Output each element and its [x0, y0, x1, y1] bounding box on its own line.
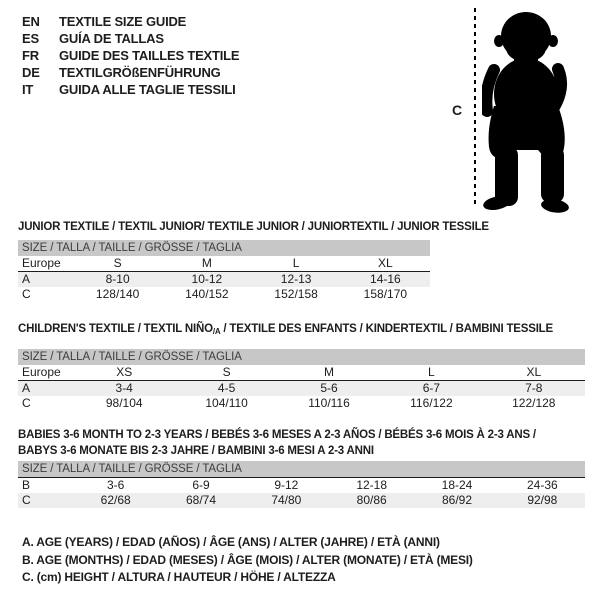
figure-height-label: C [452, 102, 463, 118]
table-cell: 3-4 [115, 381, 133, 395]
table-cell: 6-7 [422, 381, 441, 395]
table-row-c [18, 493, 585, 508]
table-cell: 6-9 [192, 478, 210, 492]
lang-label: TEXTILGRÖßENFÜHRUNG [59, 65, 221, 80]
table-cell: A [22, 381, 31, 395]
table-cell: 24-36 [526, 478, 558, 492]
table-cell: Europe [22, 256, 61, 270]
footnote-a: A. AGE (YEARS) / EDAD (AÑOS) / ÂGE (ANS) / ALTER (JAHRE) / ETÀ (ANNI) [22, 535, 440, 549]
children-title-post: / TEXTILE DES ENFANTS / KINDERTEXTIL / BAMBINI TESSILE [220, 323, 553, 335]
babies-table-title-line2: BABYS 3-6 MONATE BIS 2-3 JAHRE / BAMBINI 3-6 MESI A 2-3 ANNI [18, 445, 374, 457]
children-title-pre: CHILDREN'S TEXTILE / TEXTIL NIÑO [18, 323, 213, 335]
table-cell: C [22, 493, 31, 507]
table-cell: 3-6 [106, 478, 125, 492]
table-cell: S [113, 256, 122, 270]
size-header-bar: SIZE / TALLA / TAILLE / GRÖSSE / TAGLIA [18, 461, 585, 478]
lang-row-de [22, 64, 239, 81]
size-header-bar: SIZE / TALLA / TAILLE / GRÖSSE / TAGLIA [18, 240, 430, 256]
table-cell: B [22, 478, 31, 492]
table-cell: 152/158 [274, 287, 318, 301]
table-cell: 92/98 [527, 493, 558, 507]
table-row-c [18, 396, 585, 411]
table-cell: 98/104 [105, 396, 143, 410]
table-cell: S [222, 365, 231, 379]
table-cell: 12-13 [280, 272, 312, 286]
language-title-block [22, 13, 239, 98]
babies-table-title-line1: BABIES 3-6 MONTH TO 2-3 YEARS / BEBÉS 3-6 MESES A 2-3 AÑOS / BÉBÉS 3-6 MOIS À 2-3 ANS / [18, 429, 536, 441]
table-cell: 80/86 [356, 493, 387, 507]
table-cell: 68/74 [185, 493, 216, 507]
table-cell: 12-18 [356, 478, 388, 492]
table-row-c [18, 287, 430, 302]
lang-label: GUIDE DES TAILLES TEXTILE [59, 48, 240, 63]
table-cell: C [22, 287, 31, 301]
lang-label: GUÍA DE TALLAS [59, 31, 164, 46]
table-cell: 5-6 [320, 381, 338, 395]
table-cell: 18-24 [441, 478, 473, 492]
lang-row-it [22, 81, 239, 98]
table-cell: L [292, 256, 300, 270]
table-cell: 158/170 [363, 287, 408, 301]
table-cell: 7-8 [525, 381, 543, 395]
table-cell: XL [526, 365, 542, 379]
footnote-b: B. AGE (MONTHS) / EDAD (MESES) / ÂGE (MOIS) / ALTER (MONATE) / ETÀ (MESI) [22, 552, 473, 567]
table-row-europe [18, 365, 585, 381]
table-cell: 8-10 [105, 272, 130, 286]
lang-code: ES [22, 31, 39, 46]
junior-table-title: JUNIOR TEXTILE / TEXTIL JUNIOR/ TEXTILE JUNIOR / JUNIORTEXTIL / JUNIOR TESSILE [18, 221, 489, 233]
table-row-a [18, 272, 430, 287]
lang-code: EN [22, 14, 40, 29]
size-header-bar: SIZE / TALLA / TAILLE / GRÖSSE / TAGLIA [18, 349, 585, 365]
table-cell: 62/68 [100, 493, 131, 507]
baby-silhouette-image [482, 8, 597, 220]
lang-code: DE [22, 65, 40, 80]
table-cell: 104/110 [205, 396, 248, 410]
table-cell: 128/140 [95, 287, 140, 301]
table-cell: Europe [22, 365, 61, 379]
table-cell: 4-5 [217, 381, 236, 395]
table-cell: 9-12 [274, 478, 299, 492]
table-row-europe [18, 256, 430, 272]
table-cell: 14-16 [370, 272, 401, 286]
table-cell: M [323, 365, 334, 379]
table-cell: XL [378, 256, 393, 270]
table-cell: 110/116 [308, 396, 350, 410]
table-row-a [18, 381, 585, 396]
table-cell: L [428, 365, 435, 379]
table-cell: XS [116, 365, 133, 379]
lang-row-es [22, 30, 239, 47]
babies-size-table [18, 427, 585, 508]
table-cell: 10-12 [191, 272, 223, 286]
table-cell: 140/152 [185, 287, 229, 301]
lang-row-en [22, 13, 239, 30]
junior-size-table [18, 219, 489, 302]
table-cell: M [201, 256, 212, 270]
children-title-sub: /A [212, 327, 221, 336]
table-cell: 122/128 [512, 396, 556, 410]
footnote-c: C. (cm) HEIGHT / ALTURA / HAUTEUR / HÖHE / ALTEZZA [22, 570, 336, 584]
lang-row-fr [22, 47, 239, 64]
table-cell: 74/80 [271, 493, 302, 507]
children-table-title [18, 321, 585, 340]
footnotes-block [22, 534, 473, 587]
table-cell: 86/92 [441, 493, 472, 507]
lang-code: IT [22, 82, 34, 97]
lang-code: FR [22, 48, 39, 63]
table-cell: A [22, 272, 31, 286]
table-cell: C [22, 396, 31, 410]
table-cell: 116/122 [410, 396, 453, 410]
lang-label: GUIDA ALLE TAGLIE TESSILI [59, 82, 236, 97]
lang-label: TEXTILE SIZE GUIDE [59, 14, 187, 29]
children-size-table [18, 321, 585, 411]
table-row-b [18, 478, 585, 493]
height-dashed-line [474, 8, 476, 208]
